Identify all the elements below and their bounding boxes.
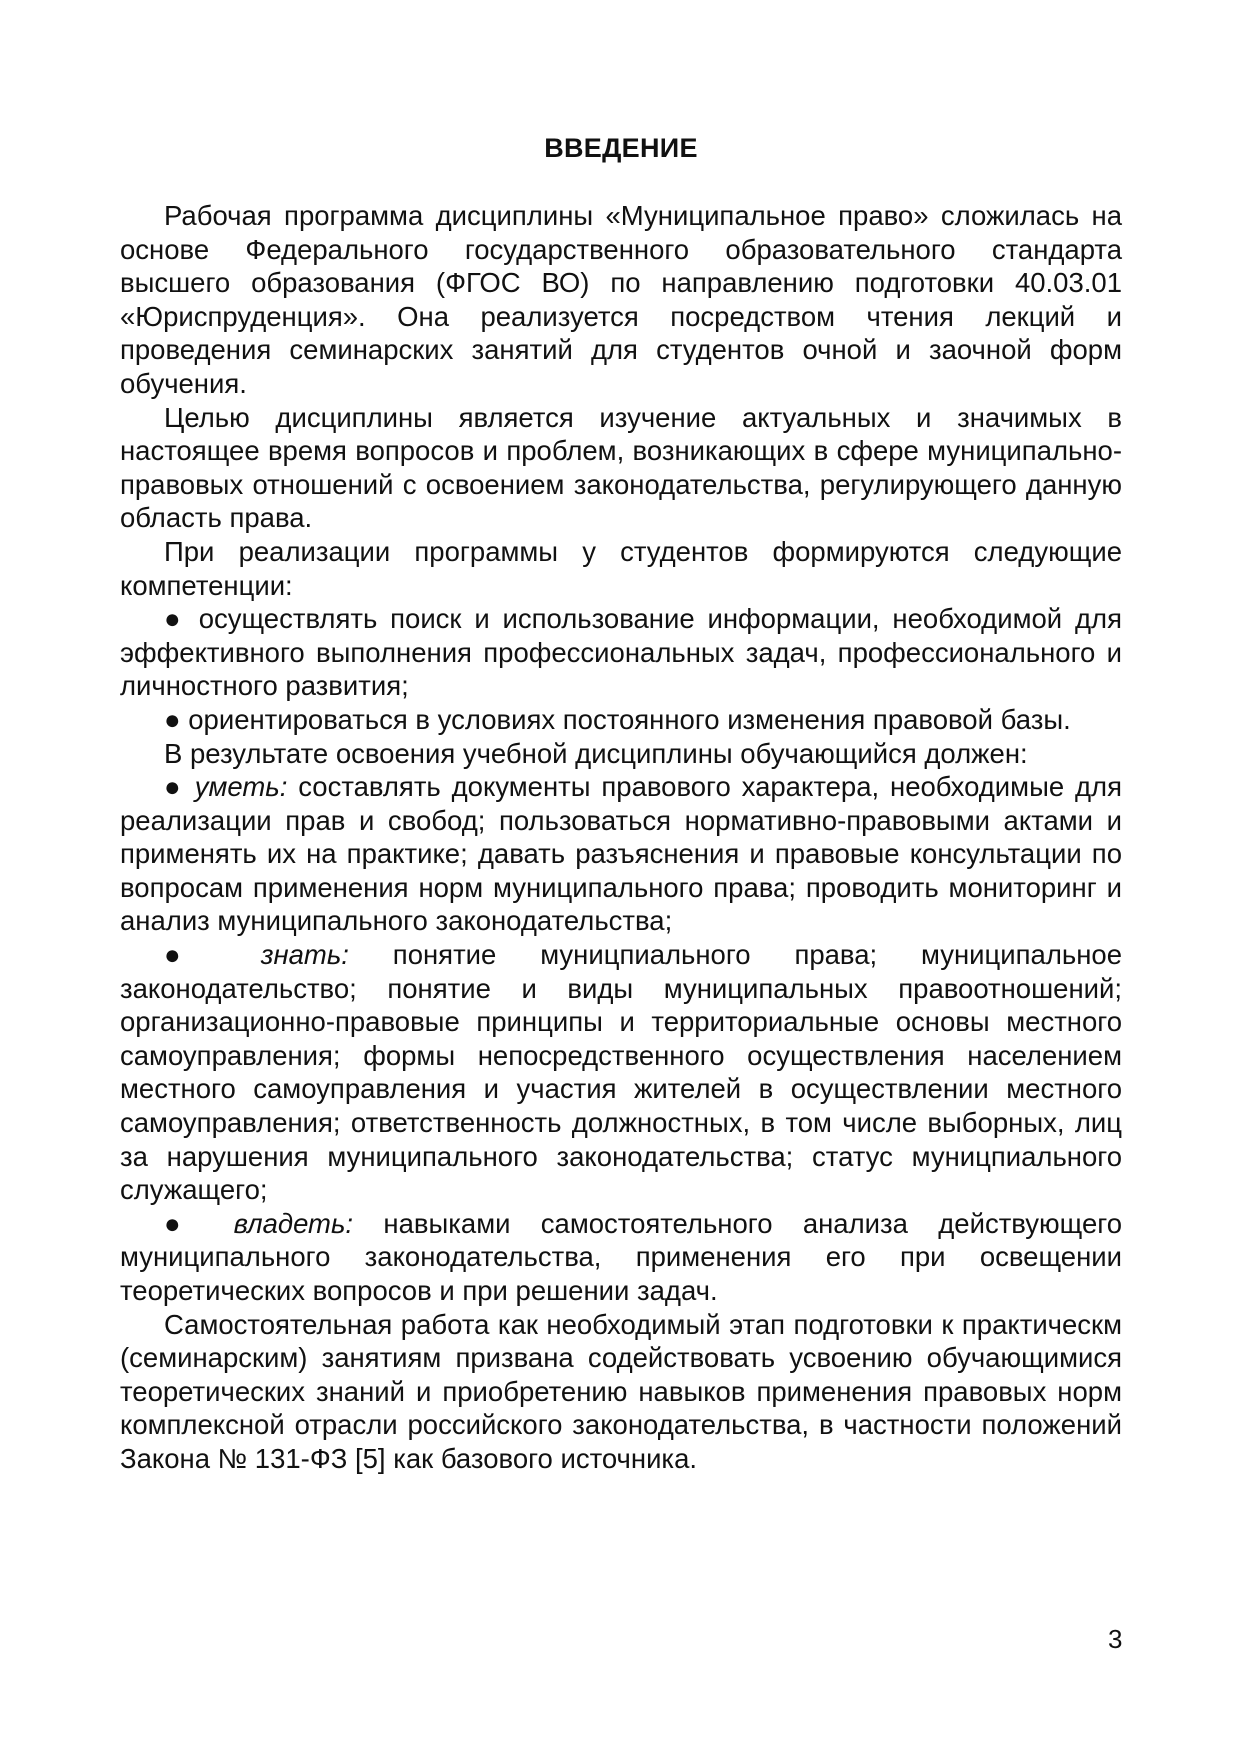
document-page: [120, 128, 1122, 1476]
skill-lead: ● владеть:: [164, 1207, 354, 1239]
skill-text: составлять документы правового характера, необходимые для реализации прав и свобод; пользоваться нормативно-правовыми актами и применять их на практике; давать разъяснения и правовые консультации по вопросам применения норм муниципального права; проводить мониторинг и анализ муниципального законодательства;: [120, 771, 1122, 937]
page-number: 3: [1108, 1624, 1123, 1654]
skill-item-vladet: [120, 1207, 1122, 1308]
page-title: ВВЕДЕНИЕ: [544, 133, 698, 163]
intro-paragraph: Рабочая программа дисциплины «Муниципальное право» сложилась на основе Федерального государственного образовательного стандарта высшего образования (ФГОС ВО) по направлению подготовки 40.03.01 «Юриспруденция». Она реализуется посредством чтения лекций и проведения семинарских занятий для студентов очной и заочной форм обучения.: [120, 200, 1122, 399]
competency-item: ● осуществлять поиск и использование информации, необходимой для эффективного выполнения профессиональных задач, профессионального и личностного развития;: [120, 603, 1122, 702]
competency-item: ● ориентироваться в условиях постоянного изменения правовой базы.: [164, 703, 1071, 735]
competencies-intro: При реализации программы у студентов формируются следующие компетенции:: [120, 535, 1122, 601]
skill-lead: ● знать:: [164, 939, 349, 971]
skill-item-znat: [120, 938, 1122, 1207]
skill-text: навыками самостоятельного анализа действующего муниципального законодательства, применения его при освещении теоретических вопросов и при решении задач.: [120, 1207, 1122, 1306]
results-intro: В результате освоения учебной дисциплины обучающийся должен:: [164, 737, 1028, 769]
skill-text: понятие муницпиального права; муниципальное законодательство; понятие и виды муниципальных правоотношений; организационно-правовые принципы и территориальные основы местного самоуправления; формы непосредственного осуществления населением местного самоуправления и участия жителей в осуществлении местного самоуправления; ответственность должностных, в том числе выборных, лиц за нарушения муниципального законодательства; статус муницпиального служащего;: [120, 939, 1122, 1206]
goal-paragraph: Целью дисциплины является изучение актуальных и значимых в настоящее время вопросов и проблем, возникающих в сфере муниципально-правовых отношений с освоением законодательства, регулирующего данную область права.: [120, 401, 1122, 534]
closing-paragraph: Самостоятельная работа как необходимый этап подготовки к практическм (семинарским) занятиям призвана содействовать усвоению обучающимися теоретических знаний и приобретению навыков применения правовых норм комплексной отрасли российского законодательства, в частности положений Закона № 131-ФЗ [5] как базового источника.: [120, 1308, 1122, 1474]
skill-lead: ● уметь:: [164, 771, 288, 803]
skill-item-umet: [120, 770, 1122, 938]
